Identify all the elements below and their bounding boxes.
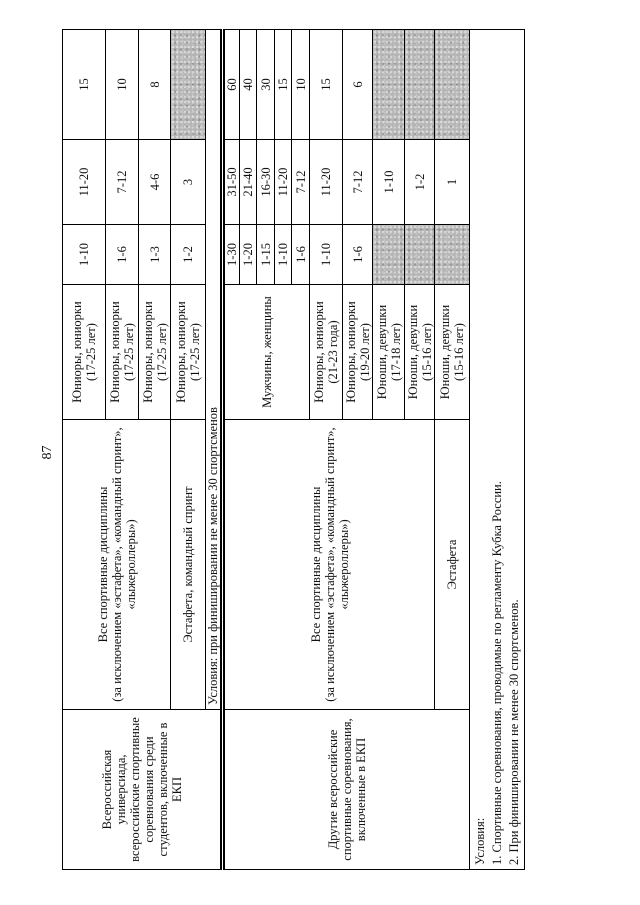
- age-group-cell: Юниоры, юниорки (17-25 лет): [171, 285, 206, 420]
- places-range-b-cell: 4-6: [139, 140, 171, 225]
- age-group-cell: Юниоры, юниорки (17-25 лет): [63, 285, 106, 420]
- number-cell: 15: [63, 30, 106, 140]
- places-range-b-cell: 16-30: [257, 140, 275, 225]
- places-range-a-cell: 1-6: [292, 225, 310, 285]
- shaded-cell: [405, 30, 435, 140]
- conditions-title: Условия:: [473, 817, 487, 865]
- page-number: 87: [40, 445, 55, 460]
- places-range-b-cell: 21-40: [240, 140, 257, 225]
- number-cell: 10: [106, 30, 139, 140]
- competition-category-cell: Всероссийская универсиада, всероссийские спортивные соревнования среди студентов, включенные в ЕКП: [63, 710, 223, 870]
- shaded-cell: [435, 30, 470, 140]
- places-range-a-cell: 1-10: [275, 225, 292, 285]
- relay-discipline-cell: Эстафета: [435, 420, 470, 710]
- places-range-b-cell: 11-20: [310, 140, 343, 225]
- places-range-a-cell: 1-15: [257, 225, 275, 285]
- shaded-cell: [435, 225, 470, 285]
- number-cell: 15: [275, 30, 292, 140]
- places-range-b-cell: 1: [435, 140, 470, 225]
- age-group-cell: Юниоры, юниорки (17-25 лет): [139, 285, 171, 420]
- places-range-a-cell: 1-6: [106, 225, 139, 285]
- number-cell: 15: [310, 30, 343, 140]
- shaded-cell: [373, 30, 405, 140]
- shaded-cell: [405, 225, 435, 285]
- competition-requirements-table: [62, 29, 525, 870]
- table-row: [223, 30, 240, 870]
- age-group-cell: Юноши, девушки (17-18 лет): [373, 285, 405, 420]
- number-cell: 30: [257, 30, 275, 140]
- places-range-b-cell: 1-10: [373, 140, 405, 225]
- relay-discipline-cell: Эстафета, командный спринт: [171, 420, 206, 710]
- places-range-b-cell: 7-12: [292, 140, 310, 225]
- age-group-cell: Юниоры, юниорки (19-20 лет): [343, 285, 373, 420]
- places-range-b-cell: 3: [171, 140, 206, 225]
- discipline-cell: Все спортивные дисциплины (за исключением «эстафета», «командный спринт», «лыжероллеры»): [63, 420, 171, 710]
- places-range-a-cell: 1-30: [223, 225, 240, 285]
- number-cell: 8: [139, 30, 171, 140]
- places-range-a-cell: 1-10: [63, 225, 106, 285]
- table-body: [63, 30, 525, 870]
- number-cell: 40: [240, 30, 257, 140]
- competition-category-cell: Другие всероссийские спортивные соревнования, включенные в ЕКП: [223, 710, 470, 870]
- places-range-b-cell: 11-20: [63, 140, 106, 225]
- age-group-cell: Юниоры, юниорки (17-25 лет): [106, 285, 139, 420]
- age-group-cell: Юниоры, юниорки (21-23 года): [310, 285, 343, 420]
- places-range-a-cell: 1-10: [310, 225, 343, 285]
- conditions-cell: [470, 30, 525, 870]
- places-range-b-cell: 11-20: [275, 140, 292, 225]
- places-range-a-cell: 1-6: [343, 225, 373, 285]
- number-cell: 10: [292, 30, 310, 140]
- age-group-cell: Мужчины, женщины: [223, 285, 310, 420]
- places-range-b-cell: 1-2: [405, 140, 435, 225]
- places-range-a-cell: 1-20: [240, 225, 257, 285]
- places-range-b-cell: 7-12: [106, 140, 139, 225]
- table-row: [63, 30, 106, 870]
- number-cell: 6: [343, 30, 373, 140]
- block-condition-cell: Условия: при финишировании не менее 30 спортсменов: [206, 30, 223, 710]
- condition-item: 2. При финишировании не менее 30 спортсменов.: [507, 599, 521, 865]
- places-range-b-cell: 7-12: [343, 140, 373, 225]
- age-group-cell: Юноши, девушки (15-16 лет): [435, 285, 470, 420]
- age-group-cell: Юноши, девушки (15-16 лет): [405, 285, 435, 420]
- shaded-cell: [373, 225, 405, 285]
- table-row: [470, 30, 525, 870]
- places-range-b-cell: 31-50: [223, 140, 240, 225]
- number-cell: 60: [223, 30, 240, 140]
- shaded-cell: [171, 30, 206, 140]
- places-range-a-cell: 1-3: [139, 225, 171, 285]
- places-range-a-cell: 1-2: [171, 225, 206, 285]
- discipline-cell: Все спортивные дисциплины (за исключением «эстафета», «командный спринт», «лыжероллеры»): [223, 420, 435, 710]
- condition-item: 1. Спортивные соревнования, проводимые по регламенту Кубка России.: [490, 481, 504, 865]
